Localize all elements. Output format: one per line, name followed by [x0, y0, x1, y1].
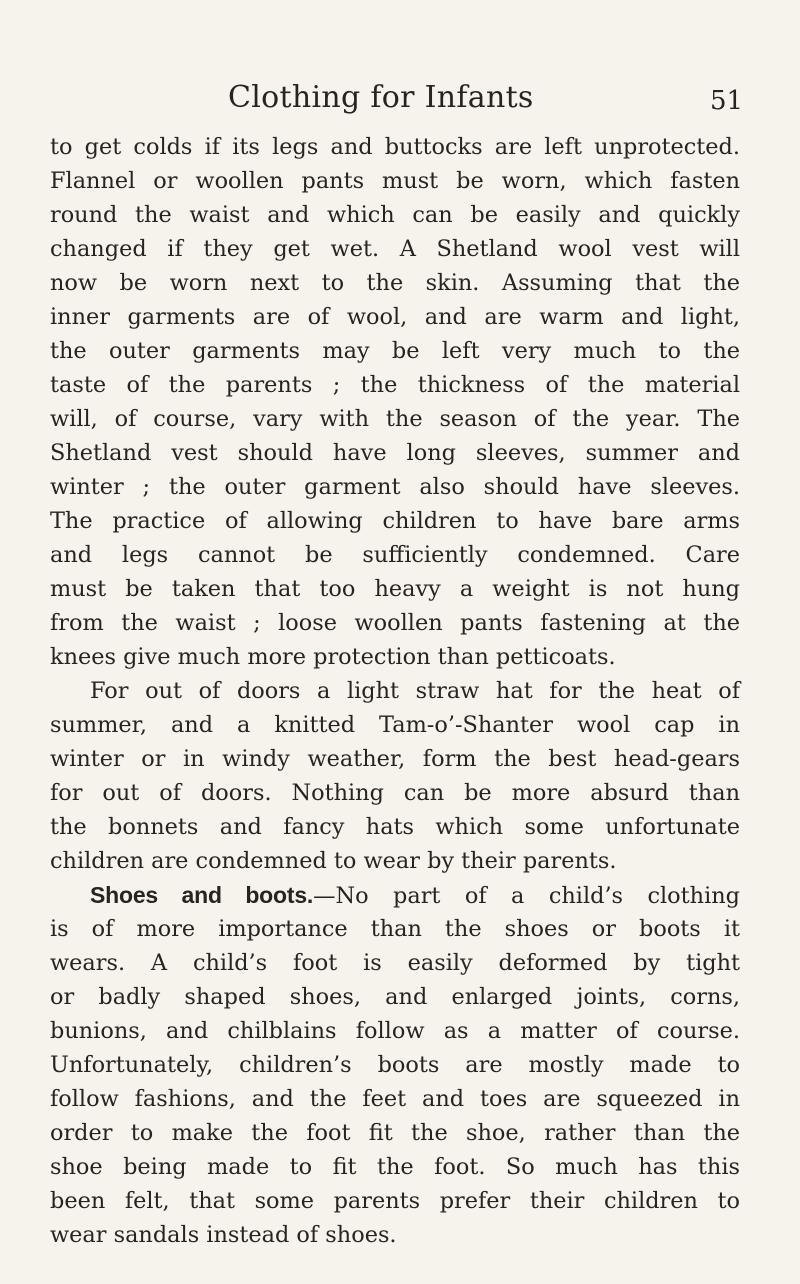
text-line: to get colds if its legs and buttocks are left unprotected. — [50, 134, 740, 160]
running-header — [0, 80, 800, 126]
running-title: Clothing for Infants — [228, 80, 534, 115]
text-line: summer, and a knitted Tam-o’-Shanter wool cap in — [50, 712, 740, 738]
text-line: Flannel or woollen pants must be worn, which fasten — [50, 168, 740, 194]
text-line: the bonnets and fancy hats which some unfortunate — [50, 814, 740, 840]
text-line: shoe being made to fit the foot. So much has this — [50, 1154, 740, 1180]
text-line: round the waist and which can be easily and quickly — [50, 202, 740, 228]
text-line: winter ; the outer garment also should have sleeves. — [50, 474, 740, 500]
text-line: must be taken that too heavy a weight is not hung — [50, 576, 740, 602]
text-line — [90, 878, 740, 912]
text-line: for out of doors. Nothing can be more absurd than — [50, 780, 740, 806]
text-line: wear sandals instead of shoes. — [50, 1222, 397, 1248]
text-line: the outer garments may be left very much to the — [50, 338, 740, 364]
text-line: inner garments are of wool, and are warm and light, — [50, 304, 740, 330]
text-line: wears. A child’s foot is easily deformed by tight — [50, 950, 740, 976]
text-line: The practice of allowing children to have bare arms — [50, 508, 740, 534]
text-line: follow fashions, and the feet and toes are squeezed in — [50, 1086, 740, 1112]
text-line: children are condemned to wear by their parents. — [50, 848, 617, 874]
text-line: will, of course, vary with the season of the year. The — [50, 406, 740, 432]
text-line: been felt, that some parents prefer their children to — [50, 1188, 740, 1214]
text-line: is of more importance than the shoes or boots it — [50, 916, 740, 942]
text-line: Shetland vest should have long sleeves, summer and — [50, 440, 740, 466]
text-line: winter or in windy weather, form the best head-gears — [50, 746, 740, 772]
text-line: changed if they get wet. A Shetland wool vest will — [50, 236, 740, 262]
text-line: order to make the foot fit the shoe, rather than the — [50, 1120, 740, 1146]
text-span: —No part of a child’s clothing — [313, 883, 740, 909]
text-line: or badly shaped shoes, and enlarged joints, corns, — [50, 984, 740, 1010]
text-line: taste of the parents ; the thickness of the material — [50, 372, 740, 398]
text-line: now be worn next to the skin. Assuming that the — [50, 270, 740, 296]
text-line: knees give much more protection than petticoats. — [50, 644, 616, 670]
page-number: 51 — [710, 86, 744, 116]
text-line: and legs cannot be sufficiently condemned. Care — [50, 542, 740, 568]
section-sidehead: Shoes and boots. — [90, 882, 314, 908]
text-line: Unfortunately, children’s boots are mostly made to — [50, 1052, 740, 1078]
text-line: from the waist ; loose woollen pants fastening at the — [50, 610, 740, 636]
text-line: For out of doors a light straw hat for the heat of — [90, 678, 740, 704]
text-line: bunions, and chilblains follow as a matter of course. — [50, 1018, 740, 1044]
